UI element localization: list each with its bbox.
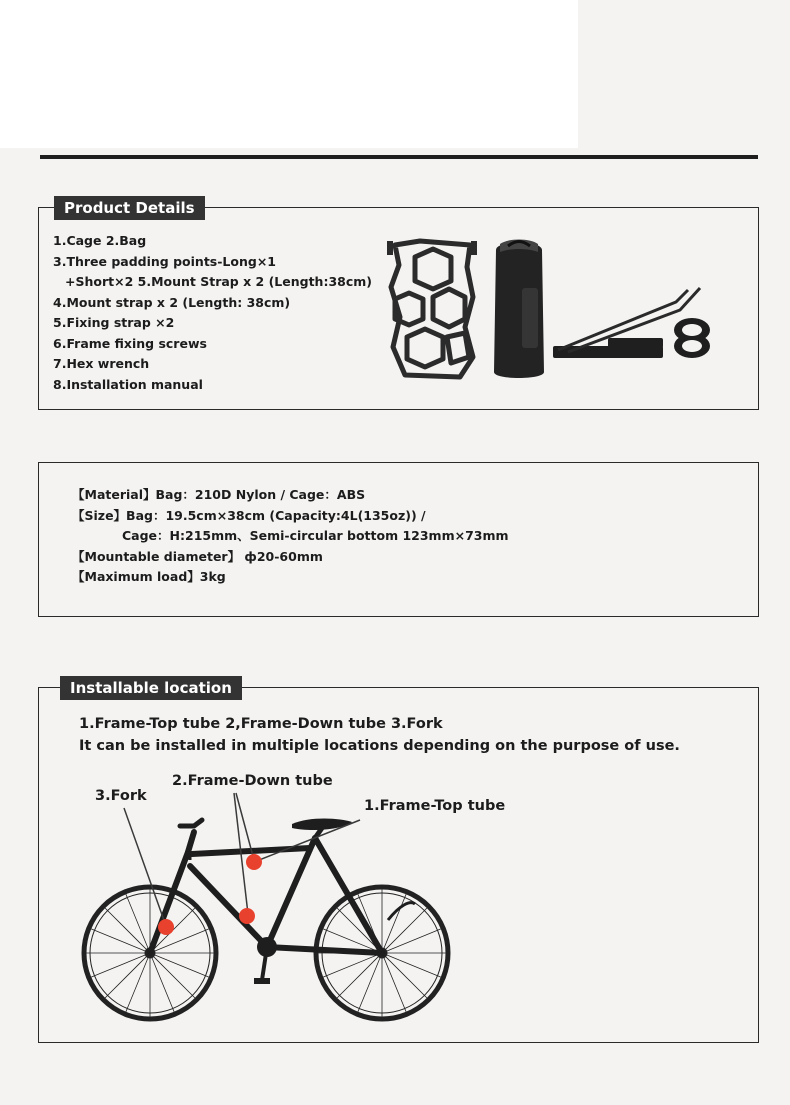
list-item: 4.Mount strap x 2 (Length: 38cm): [53, 294, 291, 310]
spec-line: 【Maximum load】3kg: [72, 569, 226, 585]
product-details-label: Product Details: [54, 196, 205, 220]
list-item: 8.Installation manual: [53, 376, 203, 392]
down-tube-marker: [239, 908, 255, 924]
callout-top-tube: 1.Frame-Top tube: [364, 798, 506, 814]
list-item: 1.Cage 2.Bag: [53, 233, 147, 248]
spec-line: 【Mountable diameter】 ф20-60mm: [72, 548, 323, 564]
callout-fork: 3.Fork: [95, 788, 147, 804]
spec-line: Cage：H:215mm、Semi-circular bottom 123mm×73mm: [122, 528, 509, 544]
list-item: 5.Fixing strap ×2: [53, 315, 175, 330]
fork-marker: [158, 919, 174, 935]
callout-down-tube: 2.Frame-Down tube: [172, 773, 333, 789]
installable-location-label: Installable location: [60, 676, 242, 700]
spec-line: 【Size】Bag：19.5cm×38cm (Capacity:4L(135oz)) /: [72, 507, 426, 523]
top-tube-marker: [246, 854, 262, 870]
list-item: 6.Frame fixing screws: [53, 335, 207, 351]
list-item: 3.Three padding points-Long×1: [53, 253, 276, 269]
list-item: +Short×2 5.Mount Strap x 2 (Length:38cm): [65, 274, 372, 289]
location-description: It can be installed in multiple locations depending on the purpose of use.: [79, 738, 680, 754]
location-summary: 1.Frame-Top tube 2,Frame-Down tube 3.Fork: [79, 716, 443, 732]
spec-line: 【Material】Bag：210D Nylon / Cage：ABS: [72, 487, 366, 502]
list-item: 7.Hex wrench: [53, 356, 150, 371]
